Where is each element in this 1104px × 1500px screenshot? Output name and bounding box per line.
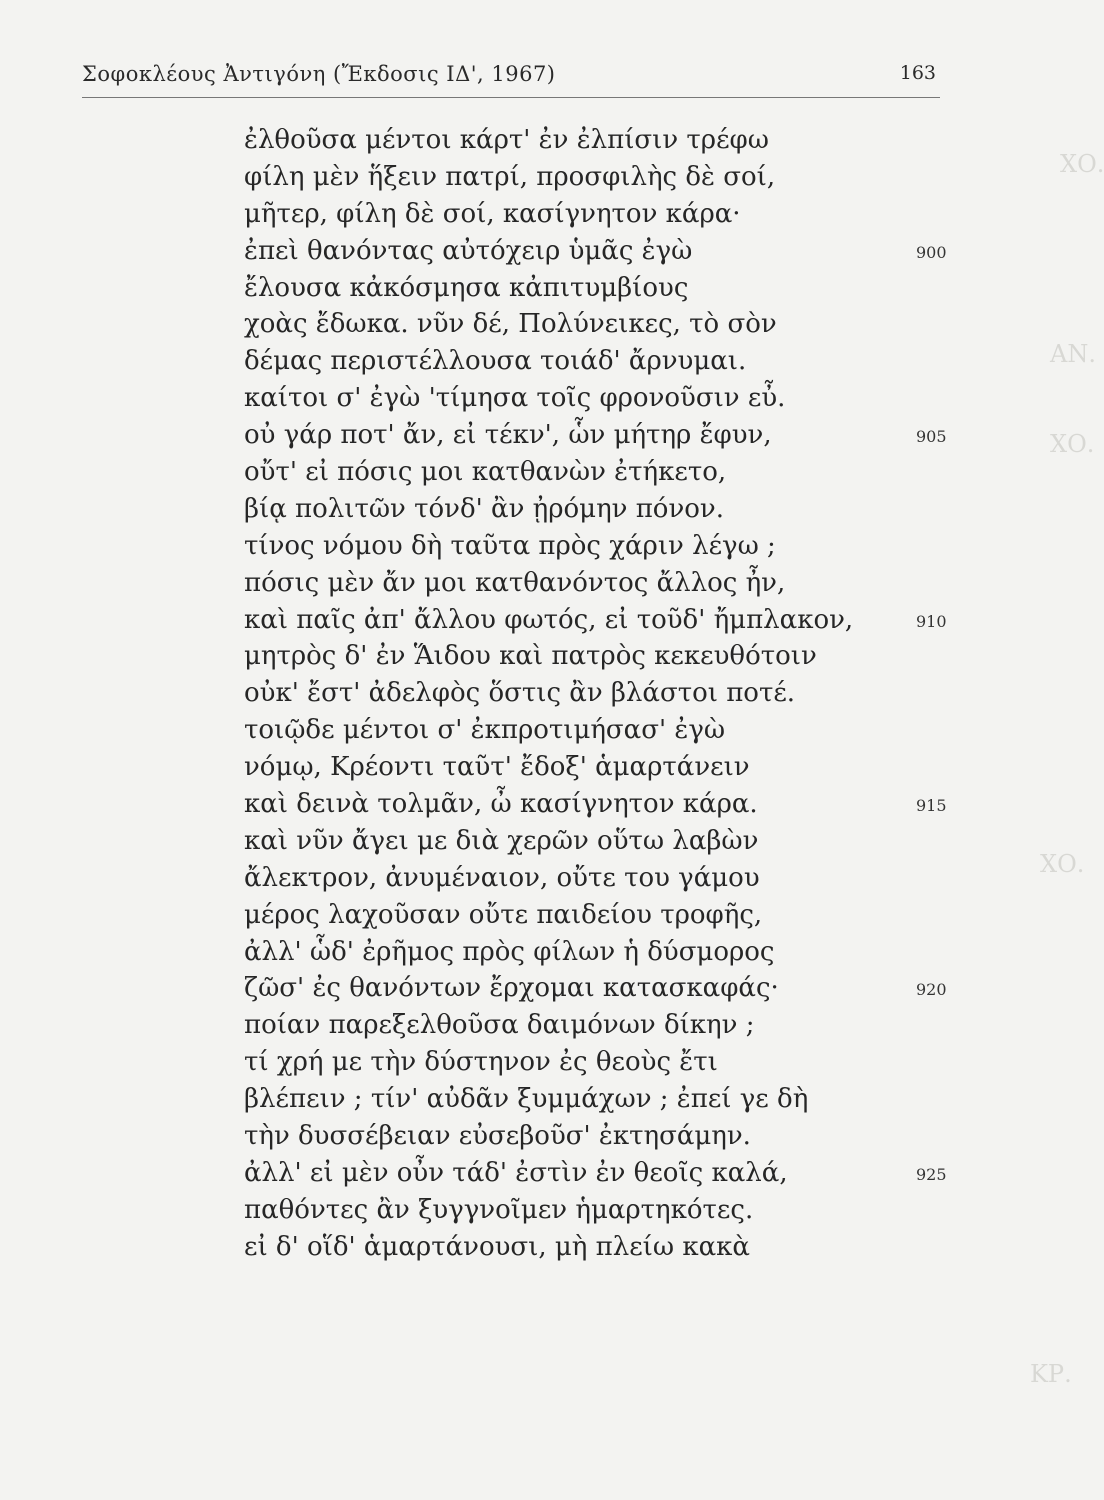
verse-line [244,380,954,417]
verse-text: ἄλεκτρον, ἀνυμέναιον, οὔτε του γάμου [244,862,760,893]
verse-line [244,454,954,491]
verse-line [244,823,954,860]
verse-text: μητρὸς δ' ἐν Ἅιδου καὶ πατρὸς κεκευθότοιν [244,641,817,672]
bleed-through-mark: ΧΟ. [1060,150,1104,178]
verse-line [244,1229,954,1266]
verse-line [244,270,954,307]
verse-text: νόμῳ, Κρέοντι ταῦτ' ἔδοξ' ἁμαρτάνειν [244,752,750,783]
verse-text: μῆτερ, φίλη δὲ σοί, κασίγνητον κάρα· [244,198,741,229]
bleed-through-mark: ΚΡ. [1030,1360,1072,1388]
verse-text: ζῶσ' ἐς θανόντων ἔρχομαι κατασκαφάς· [244,973,779,1004]
verse-text: τί χρή με τὴν δύστηνον ἐς θεοὺς ἔτι [244,1047,718,1078]
verse-line [244,1081,954,1118]
verse-text: οὐ γάρ ποτ' ἄν, εἰ τέκν', ὧν μήτηρ ἔφυν, [244,420,772,451]
line-number: 925 [916,1164,947,1184]
verse-text: καὶ νῦν ἄγει με διὰ χερῶν οὕτω λαβὼν [244,825,759,856]
header-rule [82,97,940,98]
bleed-through-mark: ΧΟ. [1050,430,1095,458]
line-number: 910 [916,611,947,631]
verse-line [244,1192,954,1229]
verse-line [244,233,954,270]
verse-text: πόσις μὲν ἄν μοι κατθανόντος ἄλλος ἦν, [244,567,786,598]
running-header [82,62,940,96]
running-title: Σοφοκλέους Ἀντιγόνη (Ἔκδοσις ΙΔ', 1967) [82,62,556,86]
bleed-through-mark: ΧΟ. [1040,850,1085,878]
verse-line [244,675,954,712]
line-number: 920 [916,980,947,1000]
verse-block [244,122,954,1266]
verse-text: χοὰς ἔδωκα. νῦν δέ, Πολύνεικες, τὸ σὸν [244,309,777,340]
page-number: 163 [899,62,936,84]
verse-text: ἐπεὶ θανόντας αὐτόχειρ ὑμᾶς ἐγὼ [244,235,693,266]
verse-line [244,565,954,602]
verse-text: ἀλλ' ὧδ' ἐρῆμος πρὸς φίλων ἡ δύσμορος [244,936,775,967]
verse-line [244,196,954,233]
verse-line [244,638,954,675]
verse-line [244,306,954,343]
verse-line [244,122,954,159]
verse-text: καίτοι σ' ἐγὼ 'τίμησα τοῖς φρονοῦσιν εὖ. [244,383,786,414]
verse-line [244,934,954,971]
verse-text: μέρος λαχοῦσαν οὔτε παιδείου τροφῆς, [244,899,763,930]
verse-line [244,712,954,749]
line-number: 900 [916,242,947,262]
bleed-through-mark: ΑΝ. [1050,340,1096,368]
verse-text: ποίαν παρεξελθοῦσα δαιμόνων δίκην ; [244,1010,755,1041]
verse-text: τοιῷδε μέντοι σ' ἐκπροτιμήσασ' ἐγὼ [244,715,726,746]
verse-text: δέμας περιστέλλουσα τοιάδ' ἄρνυμαι. [244,346,747,377]
verse-line [244,159,954,196]
verse-text: ἀλλ' εἰ μὲν οὖν τάδ' ἐστὶν ἐν θεοῖς καλά, [244,1157,788,1188]
verse-text: καὶ παῖς ἀπ' ἄλλου φωτός, εἰ τοῦδ' ἤμπλακον, [244,604,854,635]
line-number: 905 [916,427,947,447]
verse-text: ἔλουσα κἀκόσμησα κἀπιτυμβίους [244,272,689,303]
verse-text: βίᾳ πολιτῶν τόνδ' ἂν ᾐρόμην πόνον. [244,493,724,524]
verse-text: οὔτ' εἰ πόσις μοι κατθανὼν ἐτήκετο, [244,457,727,488]
verse-line [244,491,954,528]
verse-line [244,528,954,565]
verse-line [244,417,954,454]
verse-line [244,602,954,639]
verse-line [244,897,954,934]
verse-line [244,786,954,823]
verse-text: εἰ δ' οἵδ' ἁμαρτάνουσι, μὴ πλείω κακὰ [244,1231,750,1262]
verse-line [244,860,954,897]
verse-line [244,1118,954,1155]
verse-text: ἐλθοῦσα μέντοι κάρτ' ἐν ἐλπίσιν τρέφω [244,125,769,155]
verse-text: παθόντες ἂν ξυγγνοῖμεν ἡμαρτηκότες. [244,1194,754,1225]
verse-text: βλέπειν ; τίν' αὐδᾶν ξυμμάχων ; ἐπεί γε δὴ [244,1084,809,1115]
verse-line [244,970,954,1007]
verse-line [244,1007,954,1044]
verse-line [244,749,954,786]
verse-text: καὶ δεινὰ τολμᾶν, ὦ κασίγνητον κάρα. [244,789,758,820]
verse-line [244,343,954,380]
line-number: 915 [916,796,947,816]
verse-text: τίνος νόμου δὴ ταῦτα πρὸς χάριν λέγω ; [244,530,776,561]
verse-text: φίλη μὲν ἥξειν πατρί, προσφιλὴς δὲ σοί, [244,161,776,192]
verse-line [244,1155,954,1192]
verse-text: τὴν δυσσέβειαν εὐσεβοῦσ' ἐκτησάμην. [244,1121,751,1152]
verse-text: οὐκ' ἔστ' ἀδελφὸς ὅστις ἂν βλάστοι ποτέ. [244,678,796,709]
verse-line [244,1044,954,1081]
